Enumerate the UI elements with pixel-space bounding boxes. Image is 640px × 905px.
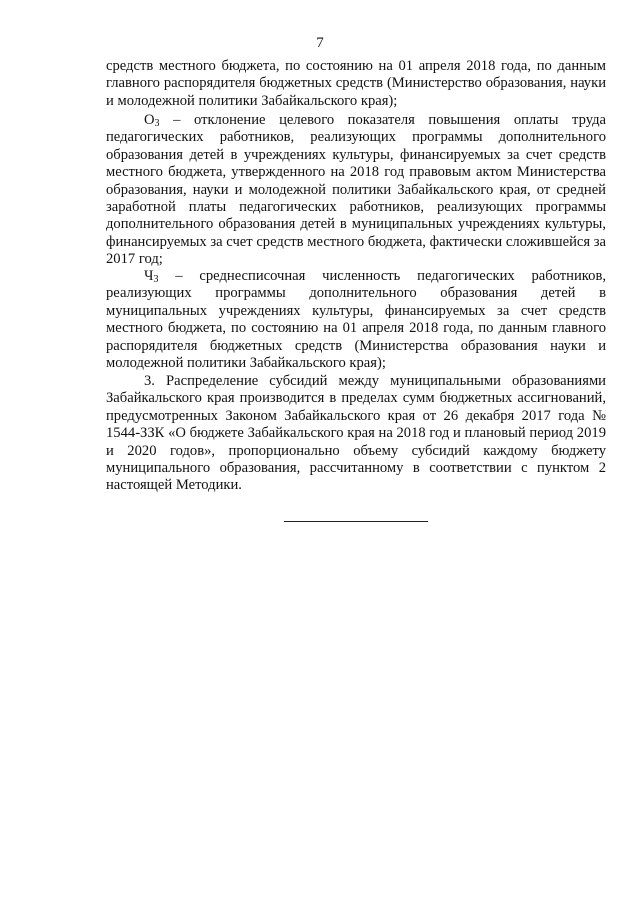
o3-symbol: О [144, 112, 155, 128]
paragraph-o3-definition [106, 112, 606, 269]
ch3-text: – среднесписочная численность педагогических работников, реализующих программы дополнительного образования детей в муниципальных учреждениях культуры, финансируемых за счет средств местного бюджета, по состоянию на 01 апреля 2018 года, по данным главного распорядителя бюджетных средств (Министерства образования науки и молодежной политики Забайкальского края); [106, 268, 606, 372]
ch3-subscript: 3 [153, 274, 159, 285]
paragraph-subsidy-distribution: 3. Распределение субсидий между муниципальными образованиями Забайкальского края производится в пределах сумм бюджетных ассигнований, предусмотренных Законом Забайкальского края от 26 декабря 2017 года № 1544-ЗЗК «О бюджете Забайкальского края на 2018 год и плановый период 2019 и 2020 годов», пропорционально объему субсидий каждому бюджету муниципального образования, рассчитанному в соответствии с пунктом 2 настоящей Методики. [106, 373, 606, 494]
paragraph-budget-continuation: средств местного бюджета, по состоянию на 01 апреля 2018 года, по данным главного распорядителя бюджетных средств (Министерство образования, науки и молодежной политики Забайкальского края); [106, 58, 606, 109]
o3-text: – отклонение целевого показателя повышения оплаты труда педагогических работников, реализующих программы дополнительного образования детей в учреждениях культуры, финансируемых за счет средств местного бюджета, утвержденного на 2018 год правовым актом Министерства образования, науки и молодежной политики Забайкальского края, от средней заработной платы педагогических работников, реализующих программы дополнительного образования детей в муниципальных учреждениях культуры, финансируемых за счет средств местного бюджета, фактически сложившейся за 2017 год; [106, 112, 606, 268]
paragraph-ch3-definition [106, 268, 606, 372]
o3-subscript: 3 [154, 118, 160, 129]
ch3-symbol: Ч [144, 268, 154, 284]
page-number: 7 [316, 35, 324, 51]
closing-separator-line [284, 521, 428, 522]
